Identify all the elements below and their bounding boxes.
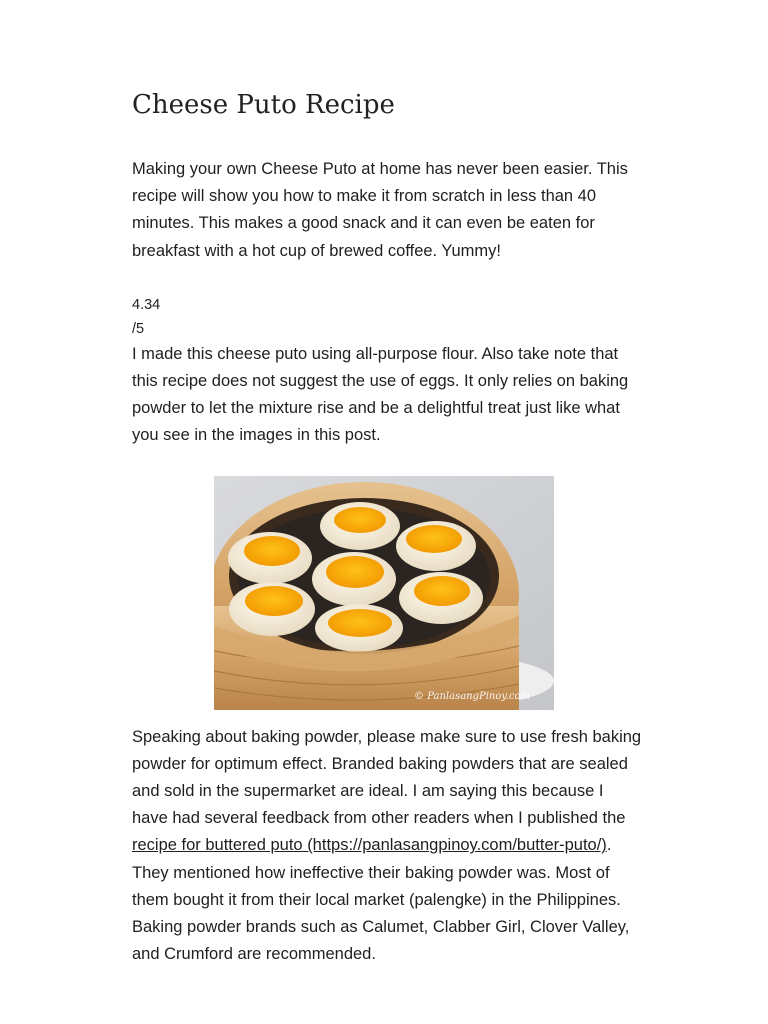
intro-paragraph: Making your own Cheese Puto at home has never been easier. This recipe will show you how to make it from scratch in less than 40 minutes. This makes a good snack and it can even be eaten for breakfast with a hot cup of brewed coffee. Yummy! — [132, 160, 628, 260]
buttered-puto-recipe-link[interactable]: recipe for buttered puto (https://panlasangpinoy.com/butter-puto/) — [132, 836, 607, 855]
cheese-puto-image — [214, 476, 554, 710]
article-title: Cheese Puto Recipe — [132, 90, 395, 120]
paragraph-text-after-link: . They mentioned how ineffective their baking powder was. Most of them bought it from their local market (palengke) in the Philippines. Baking powder brands such as Calumet, Clabber Girl, Clover Valley, and Crumford are recommended. — [132, 836, 630, 964]
paragraph-text-before-link: Speaking about baking powder, please make sure to use fresh baking powder for optimum effect. Branded baking powders that are sealed and sold in the supermarket are ideal. I am saying this because I have had several feedback from other readers when I published the — [132, 727, 642, 828]
body-paragraph: I made this cheese puto using all-purpose flour. Also take note that this recipe does not suggest the use of eggs. It only relies on baking powder to let the mixture rise and be a delightful treat just like what you see in the images in this post. — [132, 344, 629, 445]
rating-value: 4.34 — [132, 296, 161, 313]
image-watermark: © PanlasangPinoy.com — [414, 690, 530, 702]
rating-max: /5 — [132, 320, 145, 337]
rating — [132, 293, 642, 341]
baking-powder-paragraph — [132, 724, 642, 969]
article — [132, 84, 642, 968]
